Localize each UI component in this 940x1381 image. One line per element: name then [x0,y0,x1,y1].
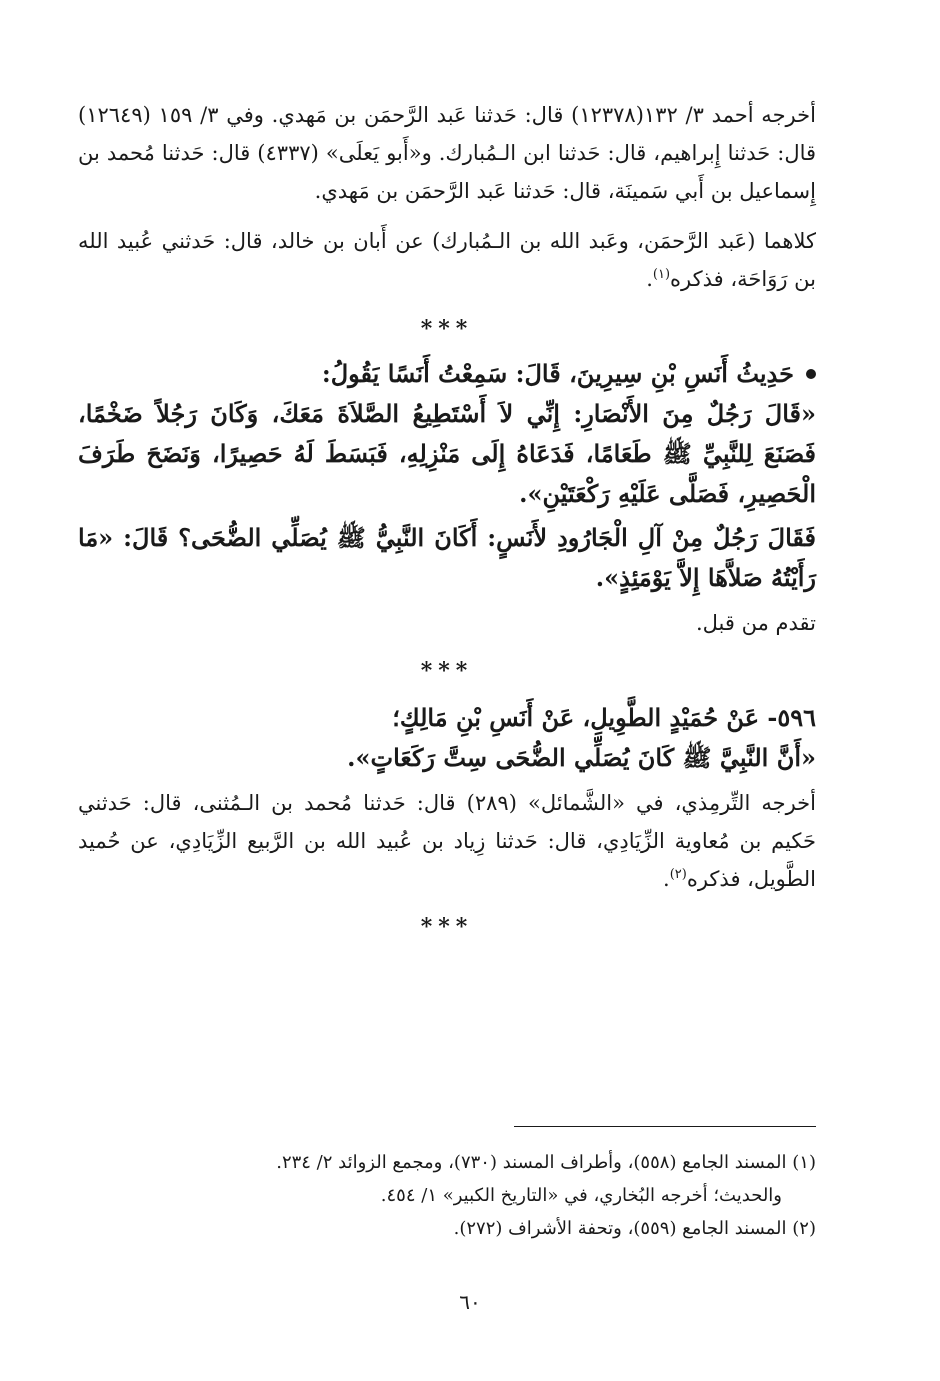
hadith-text: «قَالَ رَجُلٌ مِنَ الأَنْصَارِ: إِنِّي لاَ أَسْتَطِيعُ الصَّلاَةَ مَعَكَ، وَكَانَ رَجُلاً ضَخْمًا، فَصَنَعَ لِلنَّبِيِّ ﷺ طَعَامًا، فَدَعَاهُ إِلَى مَنْزِلِهِ، فَبَسَطَ لَهُ حَصِيرًا، وَنَضَحَ طَرَفَ الْحَصِيرِ، فَصَلَّى عَلَيْهِ رَكْعَتَيْنِ». [78,399,817,508]
hadith-note: تقدم من قبل. [695,611,816,635]
page-number: ٦٠ [459,1290,481,1314]
section-separator: *** [420,914,474,940]
hadith-596-takhrij-text: أخرجه التِّرمِذي، في «الشَّمائل» (٢٨٩) قال: حَدثنا مُحمد بن الـمُثنى، قال: حَدثني حَكيم بن مُعاوية الزِّيَادِي، قال: حَدثنا زِياد بن عُبيد الله بن الرَّبيع الزِّيَادِي، عن حُميد الطَّويل، فذكره [78,791,816,891]
hadith-596-line-1: ٥٩٦- عَنْ حُمَيْدٍ الطَّوِيلِ، عَنْ أَنَسِ بْنِ مَالِكٍ؛ [392,703,816,732]
takhrij-paragraph-1: أخرجه أحمد ٣/ ١٣٢(١٢٣٧٨) قال: حَدثنا عَبد الرَّحمَن بن مَهدي. وفي ٣/ ١٥٩ (١٢٦٤٩) قال: حَدثنا إِبراهيم، قال: حَدثنا ابن الـمُبارك. و«أَبو يَعلَى» (٤٣٣٧) قال: حَدثنا مُحمد بن إِسماعيل بن أَبي سَمينَة، قال: حَدثنا عَبد الرَّحمَن بن مَهدي. [78,103,817,203]
takhrij-paragraph-2-end: . [646,267,653,291]
footnote-1: (١) المسند الجامع (٥٥٨)، وأطراف المسند (٧٣٠)، ومجمع الزوائد ٢/ ٢٣٤. [276,1152,816,1173]
footnote-ref-2: (٢) [669,867,687,882]
takhrij-paragraph-2-text: كلاهما (عَبد الرَّحمَن، وعَبد الله بن الـمُبارك) عن أَبان بن خالد، قال: حَدثني عُبيد الله بن رَوَاحَة، فذكره [78,229,816,291]
hadith-intro-text: حَدِيثُ أَنَسِ بْنِ سِيرِينَ، قَالَ: سَمِعْتُ أَنَسًا يَقُولُ: [321,359,794,388]
footnotes [78,1146,816,1245]
section-separator: *** [420,316,474,342]
main-text [78,96,816,954]
section-separator: *** [420,658,474,684]
footnote-divider [514,1126,816,1127]
takhrij-paragraph-2 [78,222,816,298]
footnote-ref-1: (١) [652,267,671,282]
footnote-2: (٢) المسند الجامع (٥٥٩)، وتحفة الأشراف (٢٧٢). [453,1218,816,1239]
hadith-596-takhrij-end: . [663,867,670,891]
hadith-596-line-2: «أَنَّ النَّبِيَّ ﷺ كَانَ يُصَلِّي الضُّحَى سِتَّ رَكَعَاتٍ». [347,743,816,772]
hadith-followup: فَقَالَ رَجُلٌ مِنْ آلِ الْجَارُودِ لأَنَسٍ: أَكَانَ النَّبِيُّ ﷺ يُصَلِّي الضُّحَى؟ قَالَ: «مَا رَأَيْتُهُ صَلاَّهَا إِلاَّ يَوْمَئِذٍ». [78,523,816,592]
bullet-icon [806,369,816,379]
hadith-596-takhrij [78,784,816,898]
footnote-1-continuation: والحديث؛ أخرجه البُخاري، في «التاريخ الكبير» ١/ ٤٥٤. [380,1185,782,1206]
hadith-intro [78,354,816,394]
